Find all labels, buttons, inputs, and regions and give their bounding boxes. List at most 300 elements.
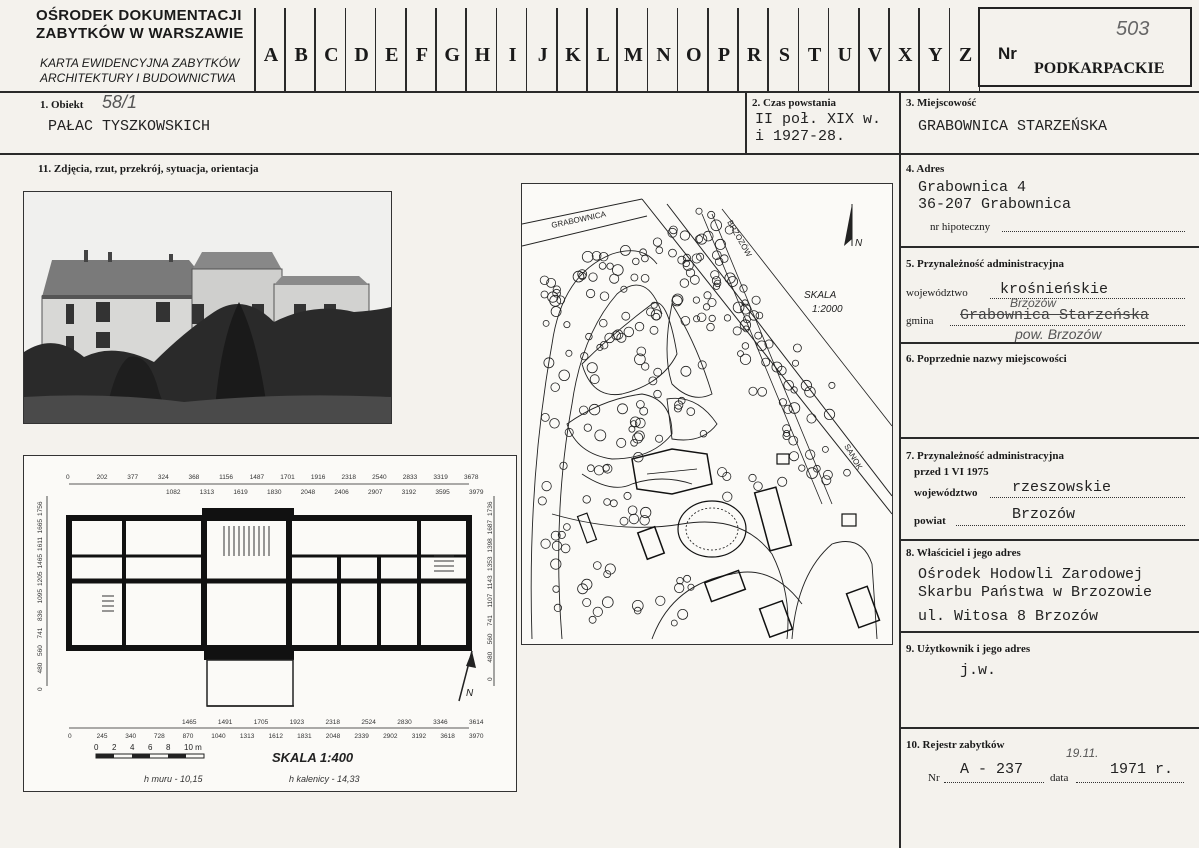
miejscowosc-label: 3. Miejscowość [906, 97, 977, 109]
plan-dimension-label: 1205 [37, 571, 44, 586]
plan-dimension-label: 2907 [368, 489, 383, 496]
site-plan [521, 183, 893, 645]
road-sanok-label: SANOK [842, 442, 865, 472]
rejestr-label: 10. Rejestr zabytków [906, 739, 1005, 751]
site-tree [708, 298, 716, 306]
wlasciciel-line2: Skarbu Państwa w Brzozowie [918, 584, 1153, 601]
letter-divider [465, 8, 467, 92]
rejestr-data-label: data [1050, 772, 1069, 784]
site-tree [709, 315, 715, 321]
adres-line2: 36-207 Grabownica [918, 196, 1072, 213]
plan-dimension-label: 1313 [199, 489, 215, 496]
site-tree [559, 370, 570, 381]
plan-dimension-label: 1756 [37, 501, 44, 516]
site-tree [593, 562, 601, 570]
site-tree [690, 275, 699, 284]
plan-dimension-label: 3595 [435, 489, 450, 496]
floor-plan-drawing [24, 456, 516, 791]
plan-dimension-label: 3979 [469, 489, 484, 496]
plan-h-muru: h muru - 10,15 [144, 774, 203, 784]
site-tree [541, 539, 550, 548]
site-tree [687, 408, 695, 416]
plan-dimension-label: 1487 [249, 474, 265, 481]
rule [899, 727, 1199, 729]
site-tree [610, 274, 619, 283]
road-grabownica-label: GRABOWNICA [550, 209, 607, 230]
letter-divider [677, 8, 679, 92]
plan-dimension-label: 2339 [354, 733, 369, 740]
woj-old-value: rzeszowskie [1012, 479, 1112, 496]
site-tree [595, 430, 606, 441]
site-plan-drawing [522, 184, 892, 644]
letter-divider [496, 8, 498, 92]
letter-e: E [385, 44, 399, 66]
plan-dimension-label: 1143 [487, 575, 494, 590]
site-tree [581, 353, 588, 360]
site-tree [703, 231, 713, 241]
plan-dimension-label: 480 [487, 651, 494, 663]
letter-x: X [897, 44, 913, 66]
plan-scale-label: SKALA 1:400 [272, 750, 354, 765]
plan-dimension-label: 2406 [334, 489, 349, 496]
site-tree [624, 327, 634, 337]
rejestr-nr-label: Nr [928, 772, 940, 784]
nr-label: Nr [998, 44, 1017, 63]
site-tree [829, 382, 835, 388]
org-name-line2: ZABYTKÓW W WARSZAWIE [36, 25, 244, 42]
przed-label: przed 1 VI 1975 [914, 466, 989, 478]
site-tree [631, 274, 638, 281]
site-tree [600, 319, 608, 327]
nr-value: 503 [1116, 18, 1150, 40]
site-tree [538, 497, 546, 505]
rejestr-date-hand: 19.11. [1066, 746, 1099, 760]
plan-dimension-label: 3192 [401, 489, 417, 496]
site-tree [554, 604, 561, 611]
plan-dimension-label: 3192 [411, 733, 427, 740]
gmina-label: gmina [906, 315, 934, 327]
plan-dimension-label: 245 [96, 733, 108, 740]
site-tree [640, 516, 650, 526]
card-type-line1: KARTA EWIDENCYJNA ZABYTKÓW [40, 56, 240, 70]
palace-photo-image [24, 192, 391, 423]
rule [745, 91, 747, 154]
site-tree [711, 220, 722, 231]
site-tree [678, 609, 688, 619]
adres-label: 4. Adres [906, 163, 945, 175]
site-tree [653, 238, 661, 246]
site-tree [733, 302, 744, 313]
plan-scale-bar [96, 754, 204, 758]
plan-dimension-label: 1095 [37, 589, 44, 604]
site-tree [578, 584, 588, 594]
obiekt-number: 58/1 [102, 92, 138, 112]
site-tree [593, 607, 602, 616]
czas-label: 2. Czas powstania [752, 97, 837, 109]
site-tree [844, 469, 851, 476]
letter-divider [586, 8, 588, 92]
letter-v: V [867, 44, 883, 66]
site-north-label: N [855, 238, 863, 249]
plan-dimension-label: 741 [487, 615, 494, 626]
plan-dimension-label: 1040 [211, 733, 226, 740]
letter-divider [526, 8, 528, 92]
site-tree [633, 258, 640, 265]
site-tree [758, 387, 767, 396]
letter-divider [375, 8, 377, 92]
letter-z: Z [958, 44, 973, 66]
plan-dimension-label: 0 [37, 687, 44, 691]
uzytkownik-value: j.w. [960, 662, 997, 679]
wlasciciel-line3: ul. Witosa 8 Brzozów [918, 608, 1099, 625]
site-tree [708, 211, 715, 218]
region-label: PODKARPACKIE [1034, 60, 1165, 77]
plan-dimension-label: 1082 [166, 489, 181, 496]
site-tree [641, 274, 649, 282]
woj-old-label: województwo [914, 487, 978, 499]
plan-dimension-label: 377 [127, 474, 139, 481]
powiat-line [956, 525, 1185, 526]
adres-line1: Grabownica 4 [918, 179, 1027, 196]
plan-dimension-label: 1687 [487, 519, 494, 535]
obiekt-value: PAŁAC TYSZKOWSKICH [48, 118, 211, 135]
site-tree [542, 481, 551, 490]
org-name-line1: OŚRODEK DOKUMENTACJI [36, 7, 242, 24]
rule [0, 153, 1199, 155]
plan-scale-tick: 10 m [184, 743, 202, 752]
site-tree [697, 313, 706, 322]
rejestr-nr-value: A - 237 [960, 761, 1024, 778]
site-tree [551, 559, 561, 569]
site-tree [618, 404, 628, 414]
plan-dimension-label: 324 [157, 474, 169, 481]
letter-t: T [807, 44, 822, 66]
site-tree [707, 323, 715, 331]
site-tree [656, 596, 665, 605]
site-tree [738, 351, 744, 357]
site-tree [582, 251, 593, 262]
site-tree [752, 296, 760, 304]
letter-b: B [294, 44, 308, 66]
site-tree [564, 322, 570, 328]
plan-dimension-label: 870 [182, 733, 194, 740]
letter-l: L [596, 44, 610, 66]
rule [899, 539, 1199, 541]
plan-dimension-label: 2833 [402, 474, 418, 481]
site-tree [654, 368, 662, 376]
site-tree [704, 292, 711, 299]
rejestr-data-line [1076, 782, 1184, 783]
gmina-hand-above: Brzozów [1010, 296, 1057, 310]
letter-divider [918, 8, 920, 92]
letter-divider [707, 8, 709, 92]
plan-dimension-label: 3618 [440, 733, 455, 740]
site-tree [637, 401, 645, 409]
site-tree [594, 466, 603, 475]
site-tree [681, 366, 691, 376]
letter-divider [314, 8, 316, 92]
plan-scale-tick: 2 [112, 743, 117, 752]
site-tree [807, 468, 818, 479]
plan-dimension-label: 3346 [433, 719, 448, 726]
plan-dimension-label: 1611 [37, 537, 44, 551]
plan-dimension-label: 2540 [372, 474, 387, 481]
site-tree [650, 326, 658, 334]
site-tree [622, 312, 630, 320]
site-tree [654, 390, 662, 398]
rule [899, 246, 1199, 248]
site-tree [680, 279, 689, 288]
site-tree [822, 476, 831, 485]
plan-dimension-label: 1701 [280, 474, 295, 481]
site-tree [642, 255, 649, 262]
plan-dimension-label: 2524 [361, 719, 376, 726]
site-tree [723, 492, 732, 501]
site-tree [822, 446, 828, 452]
letter-divider [828, 8, 830, 92]
rule [899, 91, 901, 848]
site-tree [799, 465, 805, 471]
letter-divider [254, 8, 256, 92]
site-scale-value: 1:2000 [812, 304, 843, 315]
letter-divider [858, 8, 860, 92]
powiat-label: powiat [914, 515, 946, 527]
site-north-arrow [844, 204, 852, 246]
powiat-value: Brzozów [1012, 506, 1076, 523]
site-tree [656, 247, 663, 254]
letter-k: K [565, 44, 581, 66]
miejscowosc-value: GRABOWNICA STARZEŃSKA [918, 118, 1108, 135]
letter-h: H [474, 44, 491, 66]
plan-dimension-label: 728 [153, 733, 165, 740]
plan-dimension-label: 0 [487, 677, 494, 681]
site-tree [754, 482, 763, 491]
site-tree [587, 363, 597, 373]
plan-dimension-label: 0 [68, 733, 72, 740]
gmina-hand-below: pow. Brzozów [1015, 326, 1102, 342]
letter-divider [888, 8, 890, 92]
gmina-value: Grabownica Starzeńska [960, 307, 1150, 324]
plan-dimension-label: 1465 [37, 554, 44, 569]
site-tree [541, 291, 548, 298]
site-tree [694, 316, 700, 322]
site-tree [684, 575, 691, 582]
wlasciciel-line1: Ośrodek Hodowli Zarodowej [918, 566, 1144, 583]
site-tree [647, 308, 655, 316]
site-tree [789, 436, 798, 445]
site-tree [620, 517, 628, 525]
site-tree [629, 514, 639, 524]
plan-dimension-label: 2318 [325, 719, 340, 726]
site-tree [718, 468, 727, 477]
site-tree [624, 492, 631, 499]
plan-scale-tick: 8 [166, 743, 171, 752]
plan-dimension-label: 3614 [469, 719, 484, 726]
site-tree [604, 499, 611, 506]
site-tree [669, 249, 677, 257]
letter-divider [345, 8, 347, 92]
site-tree [784, 405, 792, 413]
site-tree [583, 496, 591, 504]
letter-g: G [444, 44, 460, 66]
site-tree [740, 354, 750, 364]
letter-m: M [623, 44, 643, 66]
rule [0, 91, 1199, 93]
plan-dimension-label: 3678 [464, 474, 479, 481]
site-tree [807, 414, 816, 423]
letter-p: P [717, 44, 731, 66]
plan-dimension-label: 836 [37, 610, 44, 621]
uzytkownik-label: 9. Użytkownik i jego adres [906, 643, 1031, 655]
rule [899, 631, 1199, 633]
site-tree [561, 544, 570, 553]
plan-dimension-label: 2048 [300, 489, 316, 496]
site-tree [696, 208, 702, 214]
plan-dimension-label: 0 [66, 474, 70, 481]
site-tree [564, 524, 571, 531]
plan-scale-tick: 6 [148, 743, 153, 752]
site-trees [538, 208, 850, 626]
letter-d: D [354, 44, 369, 66]
site-tree [789, 403, 800, 414]
poprzednie-label: 6. Poprzednie nazwy miejscowości [906, 353, 1067, 365]
site-tree [610, 500, 617, 507]
site-tree [755, 332, 762, 339]
site-tree [635, 322, 644, 331]
plan-dimension-label: 1916 [310, 474, 326, 481]
letter-j: J [537, 44, 548, 66]
site-tree [633, 433, 643, 443]
letter-divider [767, 8, 769, 92]
plan-dimension-label: 1831 [297, 733, 312, 740]
letter-f: F [415, 44, 429, 66]
letter-r: R [746, 44, 762, 66]
plan-dimension-label: 560 [37, 645, 44, 656]
site-tree [756, 312, 763, 319]
plan-dimension-label: 480 [37, 662, 44, 674]
site-tree [711, 271, 719, 279]
site-tree [792, 360, 798, 366]
czas-line1: II poł. XIX w. [755, 111, 882, 128]
plan-dimension-label: 1107 [487, 593, 494, 608]
site-tree [600, 292, 609, 301]
letter-a: A [263, 44, 279, 66]
letter-n: N [656, 44, 671, 66]
hipoteczny-line [1002, 231, 1185, 232]
rule [899, 342, 1199, 344]
plan-dimension-label: 1313 [239, 733, 255, 740]
letter-divider [405, 8, 407, 92]
letter-divider [284, 8, 286, 92]
plan-dimension-label: 3319 [433, 474, 448, 481]
letter-divider [556, 8, 558, 92]
hipoteczny-label: nr hipoteczny [930, 221, 991, 233]
site-tree [586, 289, 594, 297]
plan-dimension-label: 2902 [383, 733, 398, 740]
site-tree [602, 597, 613, 608]
plan-north-label: N [466, 688, 474, 699]
zdjecia-label: 11. Zdjęcia, rzut, przekrój, sytuacja, orientacja [38, 163, 259, 175]
site-tree [642, 363, 649, 370]
plan-dimension-label: 2830 [397, 719, 412, 726]
wojewodztwo-value: krośnieńskie [1000, 281, 1109, 298]
site-tree [583, 598, 591, 606]
site-tree [566, 350, 572, 356]
site-tree [589, 273, 597, 281]
site-tree [582, 579, 592, 589]
letter-c: C [324, 44, 339, 66]
plan-dimension-label: 2048 [325, 733, 341, 740]
rejestr-nr-line [944, 782, 1044, 783]
card-type-line2: ARCHITEKTURY I BUDOWNICTWA [40, 71, 236, 85]
site-tree [724, 315, 730, 321]
site-tree [599, 263, 606, 270]
rule [899, 437, 1199, 439]
site-tree [551, 383, 560, 392]
plan-dimension-label: 1156 [219, 474, 234, 481]
obiekt-label: 1. Obiekt [40, 99, 84, 111]
plan-dimension-label: 1830 [267, 489, 282, 496]
site-tree [784, 380, 794, 390]
przynaleznosc-label: 5. Przynależność administracyjna [906, 258, 1064, 270]
plan-dimension-label: 741 [37, 627, 44, 639]
site-tree [590, 375, 599, 384]
letter-divider [616, 8, 618, 92]
site-tree [656, 435, 663, 442]
wlasciciel-label: 8. Właściciel i jego adres [906, 547, 1021, 559]
plan-dimension-label: 2318 [341, 474, 357, 481]
plan-dimension-label: 1398 [487, 538, 494, 553]
plan-dimension-label: 340 [125, 733, 137, 740]
site-tree [778, 477, 787, 486]
site-tree [671, 620, 677, 626]
plan-dimension-label: 1705 [253, 719, 269, 726]
letter-u: U [837, 44, 853, 66]
site-tree [789, 452, 798, 461]
plan-dimension-label: 1353 [487, 556, 494, 571]
rejestr-date-value: 1971 r. [1110, 761, 1174, 778]
plan-dimension-label: 202 [96, 474, 108, 481]
plan-dimension-label: 1465 [182, 719, 197, 726]
site-scale-word: SKALA [804, 290, 837, 301]
czas-line2: i 1927-28. [755, 128, 846, 145]
plan-dimension-label: 1619 [233, 489, 248, 496]
letter-divider [949, 8, 951, 92]
floor-plan [23, 455, 517, 792]
site-tree [550, 419, 560, 429]
plan-dimension-label: 368 [188, 474, 200, 481]
letter-divider [737, 8, 739, 92]
site-tree [541, 413, 549, 421]
plan-dimension-label: 1491 [217, 719, 233, 726]
site-tree [823, 470, 832, 479]
site-tree [733, 327, 741, 335]
site-tree [603, 465, 610, 472]
road-brzozow-label: BRZOZÓW [725, 218, 754, 259]
site-tree [693, 297, 699, 303]
plan-dimension-label: 560 [487, 633, 494, 645]
site-tree [742, 343, 749, 350]
plan-dimension-label: 1736 [487, 501, 494, 516]
palace-photo [23, 191, 392, 424]
site-tree [749, 387, 757, 395]
letter-s: S [778, 44, 790, 66]
site-tree [749, 474, 756, 481]
letter-y: Y [928, 44, 943, 66]
plan-scale-tick: 0 [94, 743, 99, 752]
site-tree [728, 277, 738, 287]
letter-divider [435, 8, 437, 92]
